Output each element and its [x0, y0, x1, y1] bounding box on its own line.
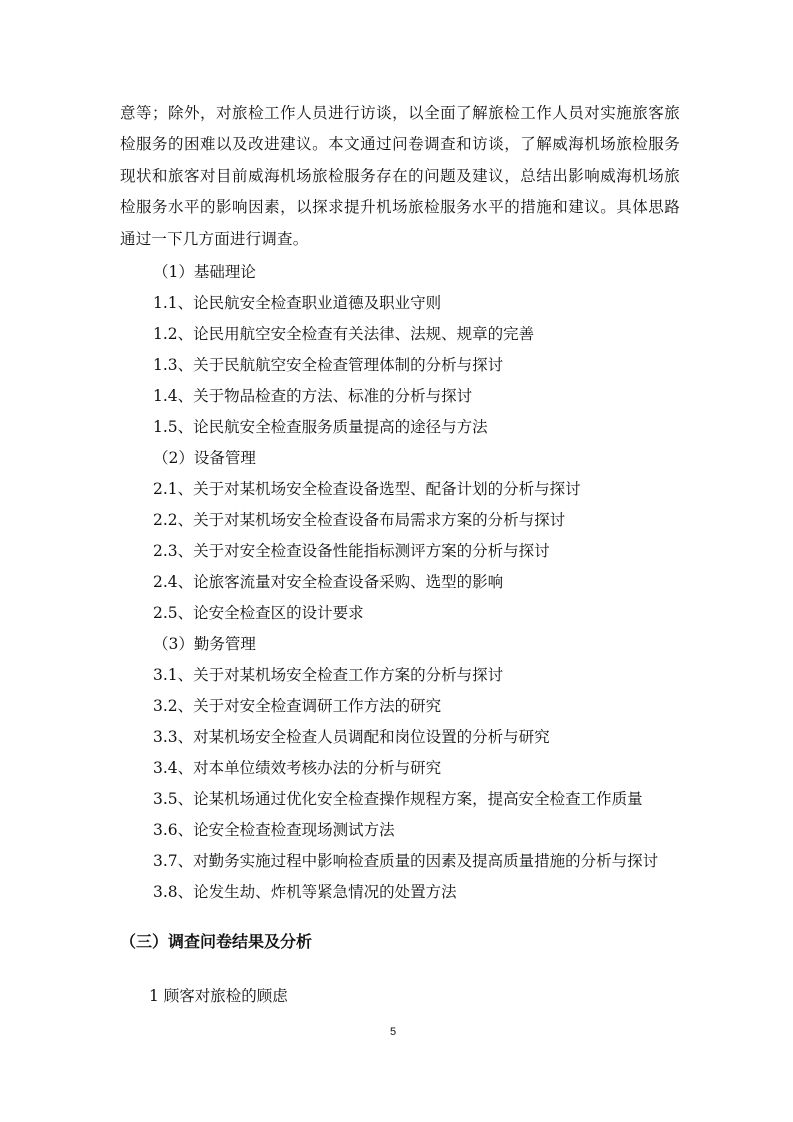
intro-paragraph: 意等；除外，对旅检工作人员进行访谈，以全面了解旅检工作人员对实施旅客旅检服务的困难以及改进建议。本文通过问卷调查和访谈，了解威海机场旅检服务现状和旅客对目前威海机场旅检服务存在的问题及建议，总结出影响威海机场旅检服务水平的影响因素，以探求提升机场旅检服务水平的措施和建议。具体思路通过一下几方面进行调查。	[120, 104, 680, 248]
list-item: 2.1、关于对某机场安全检查设备选型、配备计划的分析与探讨	[153, 480, 581, 498]
list-item: 3.7、对勤务实施过程中影响检查质量的因素及提高质量措施的分析与探讨	[153, 852, 659, 870]
list-item: 3.3、对某机场安全检查人员调配和岗位设置的分析与研究	[153, 728, 550, 746]
list-item: 2.2、关于对某机场安全检查设备布局需求方案的分析与探讨	[153, 511, 566, 529]
subsection-heading: 1 顾客对旅检的顾虑	[149, 987, 288, 1005]
group-heading-equipment: （2）设备管理	[153, 449, 256, 467]
list-item: 3.4、对本单位绩效考核办法的分析与研究	[153, 759, 442, 777]
list-item: 1.5、论民航安全检查服务质量提高的途径与方法	[153, 418, 488, 436]
list-item: 1.2、论民用航空安全检查有关法律、法规、规章的完善	[153, 325, 535, 343]
page-number: 5	[390, 1026, 397, 1038]
group-heading-duty-management: （3）勤务管理	[153, 635, 256, 653]
group-heading-basic-theory: （1）基础理论	[153, 263, 256, 281]
list-item: 3.5、论某机场通过优化安全检查操作规程方案，提高安全检查工作质量	[153, 790, 643, 808]
list-item: 2.5、论安全检查区的设计要求	[153, 604, 364, 622]
list-item: 3.2、关于对安全检查调研工作方法的研究	[153, 697, 442, 715]
list-item: 1.1、论民航安全检查职业道德及职业守则	[153, 294, 442, 312]
list-item: 3.8、论发生劫、炸机等紧急情况的处置方法	[153, 883, 457, 901]
list-item: 1.3、关于民航航空安全检查管理体制的分析与探讨	[153, 356, 504, 374]
list-item: 2.3、关于对安全检查设备性能指标测评方案的分析与探讨	[153, 542, 550, 560]
list-item: 3.1、关于对某机场安全检查工作方案的分析与探讨	[153, 666, 504, 684]
list-item: 3.6、论安全检查检查现场测试方法	[153, 821, 395, 839]
list-item: 1.4、关于物品检查的方法、标准的分析与探讨	[153, 387, 473, 405]
section-heading: （三）调查问卷结果及分析	[120, 932, 313, 951]
list-item: 2.4、论旅客流量对安全检查设备采购、选型的影响	[153, 573, 504, 591]
